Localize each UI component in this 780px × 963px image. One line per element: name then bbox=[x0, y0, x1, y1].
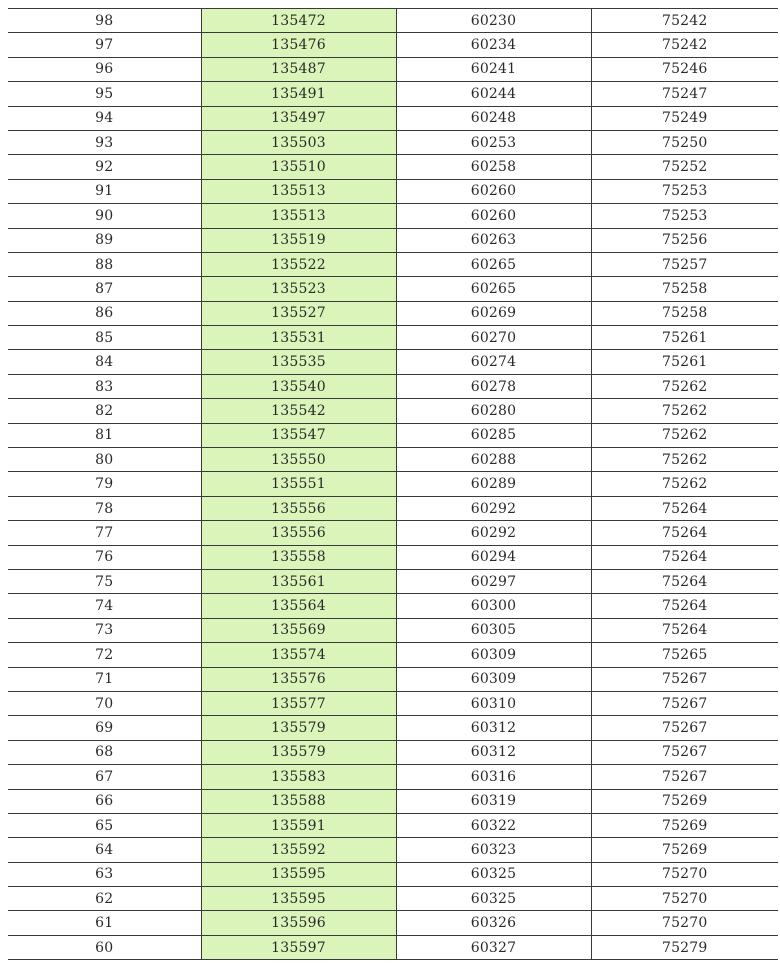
count-cell: 60322 bbox=[396, 813, 591, 837]
count-cell: 60294 bbox=[396, 545, 591, 569]
table-row bbox=[8, 374, 778, 398]
count-cell: 75262 bbox=[591, 399, 778, 423]
score-cell: 87 bbox=[8, 277, 201, 301]
table-row bbox=[8, 82, 778, 106]
count-cell: 60285 bbox=[396, 423, 591, 447]
table-row bbox=[8, 472, 778, 496]
score-cell: 63 bbox=[8, 862, 201, 886]
count-cell: 75269 bbox=[591, 838, 778, 862]
score-cell: 93 bbox=[8, 130, 201, 154]
count-cell: 60292 bbox=[396, 496, 591, 520]
count-cell: 60265 bbox=[396, 277, 591, 301]
score-cell: 97 bbox=[8, 33, 201, 57]
count-cell: 75262 bbox=[591, 448, 778, 472]
count-cell-highlighted: 135556 bbox=[201, 496, 396, 520]
table-row bbox=[8, 716, 778, 740]
score-cell: 95 bbox=[8, 82, 201, 106]
count-cell: 60265 bbox=[396, 252, 591, 276]
count-cell: 75264 bbox=[591, 569, 778, 593]
count-cell: 60258 bbox=[396, 155, 591, 179]
score-cell: 80 bbox=[8, 448, 201, 472]
table-row bbox=[8, 9, 778, 33]
count-cell: 60253 bbox=[396, 130, 591, 154]
score-cell: 68 bbox=[8, 740, 201, 764]
count-cell: 75269 bbox=[591, 813, 778, 837]
score-cell: 77 bbox=[8, 521, 201, 545]
table-row bbox=[8, 545, 778, 569]
count-cell-highlighted: 135556 bbox=[201, 521, 396, 545]
score-table-container bbox=[8, 8, 778, 960]
count-cell-highlighted: 135596 bbox=[201, 911, 396, 935]
score-cell: 90 bbox=[8, 204, 201, 228]
count-cell-highlighted: 135597 bbox=[201, 935, 396, 959]
count-cell: 60310 bbox=[396, 691, 591, 715]
count-cell: 60289 bbox=[396, 472, 591, 496]
table-row bbox=[8, 130, 778, 154]
table-row bbox=[8, 155, 778, 179]
count-cell-highlighted: 135513 bbox=[201, 204, 396, 228]
count-cell: 75258 bbox=[591, 301, 778, 325]
count-cell: 75257 bbox=[591, 252, 778, 276]
table-row bbox=[8, 301, 778, 325]
count-cell: 75262 bbox=[591, 472, 778, 496]
count-cell-highlighted: 135569 bbox=[201, 618, 396, 642]
score-cell: 96 bbox=[8, 57, 201, 81]
count-cell: 75262 bbox=[591, 423, 778, 447]
table-row bbox=[8, 350, 778, 374]
score-cell: 98 bbox=[8, 9, 201, 33]
count-cell: 75269 bbox=[591, 789, 778, 813]
count-cell: 60312 bbox=[396, 716, 591, 740]
count-cell: 75262 bbox=[591, 374, 778, 398]
score-cell: 94 bbox=[8, 106, 201, 130]
count-cell-highlighted: 135595 bbox=[201, 862, 396, 886]
count-cell-highlighted: 135583 bbox=[201, 765, 396, 789]
score-cell: 81 bbox=[8, 423, 201, 447]
score-cell: 64 bbox=[8, 838, 201, 862]
count-cell: 60278 bbox=[396, 374, 591, 398]
count-cell-highlighted: 135476 bbox=[201, 33, 396, 57]
count-cell-highlighted: 135576 bbox=[201, 667, 396, 691]
count-cell-highlighted: 135527 bbox=[201, 301, 396, 325]
score-cell: 79 bbox=[8, 472, 201, 496]
count-cell-highlighted: 135510 bbox=[201, 155, 396, 179]
table-row bbox=[8, 813, 778, 837]
count-cell-highlighted: 135535 bbox=[201, 350, 396, 374]
count-cell: 75258 bbox=[591, 277, 778, 301]
count-cell: 60270 bbox=[396, 326, 591, 350]
count-cell-highlighted: 135519 bbox=[201, 228, 396, 252]
table-row bbox=[8, 838, 778, 862]
count-cell: 60309 bbox=[396, 667, 591, 691]
table-row bbox=[8, 33, 778, 57]
score-cell: 71 bbox=[8, 667, 201, 691]
score-cell: 78 bbox=[8, 496, 201, 520]
count-cell: 60305 bbox=[396, 618, 591, 642]
count-cell-highlighted: 135564 bbox=[201, 594, 396, 618]
table-row bbox=[8, 569, 778, 593]
count-cell-highlighted: 135591 bbox=[201, 813, 396, 837]
count-cell: 75253 bbox=[591, 179, 778, 203]
count-cell: 75270 bbox=[591, 862, 778, 886]
count-cell: 60269 bbox=[396, 301, 591, 325]
count-cell: 60326 bbox=[396, 911, 591, 935]
count-cell-highlighted: 135577 bbox=[201, 691, 396, 715]
count-cell: 60309 bbox=[396, 643, 591, 667]
table-row bbox=[8, 496, 778, 520]
count-cell: 75252 bbox=[591, 155, 778, 179]
count-cell: 60260 bbox=[396, 179, 591, 203]
count-cell-highlighted: 135561 bbox=[201, 569, 396, 593]
score-cell: 70 bbox=[8, 691, 201, 715]
count-cell: 75267 bbox=[591, 716, 778, 740]
count-cell: 60297 bbox=[396, 569, 591, 593]
score-cell: 62 bbox=[8, 887, 201, 911]
count-cell: 60260 bbox=[396, 204, 591, 228]
count-cell: 60312 bbox=[396, 740, 591, 764]
score-cell: 73 bbox=[8, 618, 201, 642]
table-row bbox=[8, 594, 778, 618]
count-cell: 60234 bbox=[396, 33, 591, 57]
count-cell-highlighted: 135472 bbox=[201, 9, 396, 33]
score-cell: 83 bbox=[8, 374, 201, 398]
count-cell: 75270 bbox=[591, 911, 778, 935]
count-cell: 75249 bbox=[591, 106, 778, 130]
table-row bbox=[8, 862, 778, 886]
score-cell: 91 bbox=[8, 179, 201, 203]
count-cell: 75267 bbox=[591, 740, 778, 764]
count-cell: 75242 bbox=[591, 33, 778, 57]
count-cell: 75267 bbox=[591, 691, 778, 715]
score-cell: 65 bbox=[8, 813, 201, 837]
table-row bbox=[8, 423, 778, 447]
table-row bbox=[8, 667, 778, 691]
count-cell-highlighted: 135588 bbox=[201, 789, 396, 813]
table-row bbox=[8, 106, 778, 130]
count-cell: 75264 bbox=[591, 521, 778, 545]
count-cell: 60319 bbox=[396, 789, 591, 813]
count-cell: 75264 bbox=[591, 618, 778, 642]
count-cell: 75247 bbox=[591, 82, 778, 106]
count-cell-highlighted: 135547 bbox=[201, 423, 396, 447]
count-cell-highlighted: 135531 bbox=[201, 326, 396, 350]
count-cell: 75267 bbox=[591, 765, 778, 789]
table-row bbox=[8, 911, 778, 935]
table-row bbox=[8, 448, 778, 472]
count-cell-highlighted: 135540 bbox=[201, 374, 396, 398]
count-cell-highlighted: 135550 bbox=[201, 448, 396, 472]
count-cell: 75265 bbox=[591, 643, 778, 667]
count-cell: 60280 bbox=[396, 399, 591, 423]
count-cell-highlighted: 135503 bbox=[201, 130, 396, 154]
score-cell: 88 bbox=[8, 252, 201, 276]
count-cell-highlighted: 135542 bbox=[201, 399, 396, 423]
count-cell: 75253 bbox=[591, 204, 778, 228]
count-cell: 60263 bbox=[396, 228, 591, 252]
count-cell: 60244 bbox=[396, 82, 591, 106]
count-cell-highlighted: 135513 bbox=[201, 179, 396, 203]
count-cell: 75246 bbox=[591, 57, 778, 81]
table-row bbox=[8, 618, 778, 642]
count-cell-highlighted: 135497 bbox=[201, 106, 396, 130]
count-cell: 60323 bbox=[396, 838, 591, 862]
score-cell: 60 bbox=[8, 935, 201, 959]
score-cell: 92 bbox=[8, 155, 201, 179]
table-row bbox=[8, 521, 778, 545]
score-cell: 66 bbox=[8, 789, 201, 813]
score-cell: 82 bbox=[8, 399, 201, 423]
count-cell: 75264 bbox=[591, 545, 778, 569]
count-cell: 60248 bbox=[396, 106, 591, 130]
score-cell: 67 bbox=[8, 765, 201, 789]
count-cell: 75264 bbox=[591, 496, 778, 520]
count-cell-highlighted: 135491 bbox=[201, 82, 396, 106]
count-cell-highlighted: 135522 bbox=[201, 252, 396, 276]
table-row bbox=[8, 740, 778, 764]
score-cell: 69 bbox=[8, 716, 201, 740]
count-cell: 75242 bbox=[591, 9, 778, 33]
table-row bbox=[8, 765, 778, 789]
count-cell-highlighted: 135523 bbox=[201, 277, 396, 301]
score-cell: 76 bbox=[8, 545, 201, 569]
table-row bbox=[8, 57, 778, 81]
table-row bbox=[8, 179, 778, 203]
score-cell: 85 bbox=[8, 326, 201, 350]
table-row bbox=[8, 252, 778, 276]
count-cell-highlighted: 135592 bbox=[201, 838, 396, 862]
score-cell: 61 bbox=[8, 911, 201, 935]
score-table-body bbox=[8, 9, 778, 960]
count-cell: 60325 bbox=[396, 887, 591, 911]
count-cell: 60274 bbox=[396, 350, 591, 374]
count-cell: 75279 bbox=[591, 935, 778, 959]
count-cell: 60292 bbox=[396, 521, 591, 545]
count-cell-highlighted: 135574 bbox=[201, 643, 396, 667]
score-cell: 89 bbox=[8, 228, 201, 252]
count-cell: 75256 bbox=[591, 228, 778, 252]
count-cell: 75270 bbox=[591, 887, 778, 911]
score-cell: 74 bbox=[8, 594, 201, 618]
count-cell-highlighted: 135487 bbox=[201, 57, 396, 81]
count-cell-highlighted: 135595 bbox=[201, 887, 396, 911]
score-cell: 84 bbox=[8, 350, 201, 374]
count-cell: 60327 bbox=[396, 935, 591, 959]
table-row bbox=[8, 228, 778, 252]
count-cell: 75261 bbox=[591, 350, 778, 374]
count-cell-highlighted: 135579 bbox=[201, 740, 396, 764]
count-cell-highlighted: 135558 bbox=[201, 545, 396, 569]
table-row bbox=[8, 789, 778, 813]
score-cell: 72 bbox=[8, 643, 201, 667]
count-cell: 60325 bbox=[396, 862, 591, 886]
table-row bbox=[8, 277, 778, 301]
table-row bbox=[8, 935, 778, 959]
table-row bbox=[8, 204, 778, 228]
count-cell: 60316 bbox=[396, 765, 591, 789]
table-row bbox=[8, 643, 778, 667]
count-cell: 75264 bbox=[591, 594, 778, 618]
table-row bbox=[8, 691, 778, 715]
count-cell: 75250 bbox=[591, 130, 778, 154]
count-cell: 75267 bbox=[591, 667, 778, 691]
table-row bbox=[8, 399, 778, 423]
score-cell: 86 bbox=[8, 301, 201, 325]
count-cell: 60288 bbox=[396, 448, 591, 472]
score-table bbox=[8, 8, 778, 960]
count-cell: 60300 bbox=[396, 594, 591, 618]
table-row bbox=[8, 326, 778, 350]
count-cell-highlighted: 135579 bbox=[201, 716, 396, 740]
count-cell-highlighted: 135551 bbox=[201, 472, 396, 496]
count-cell: 60230 bbox=[396, 9, 591, 33]
score-cell: 75 bbox=[8, 569, 201, 593]
count-cell: 60241 bbox=[396, 57, 591, 81]
count-cell: 75261 bbox=[591, 326, 778, 350]
table-row bbox=[8, 887, 778, 911]
